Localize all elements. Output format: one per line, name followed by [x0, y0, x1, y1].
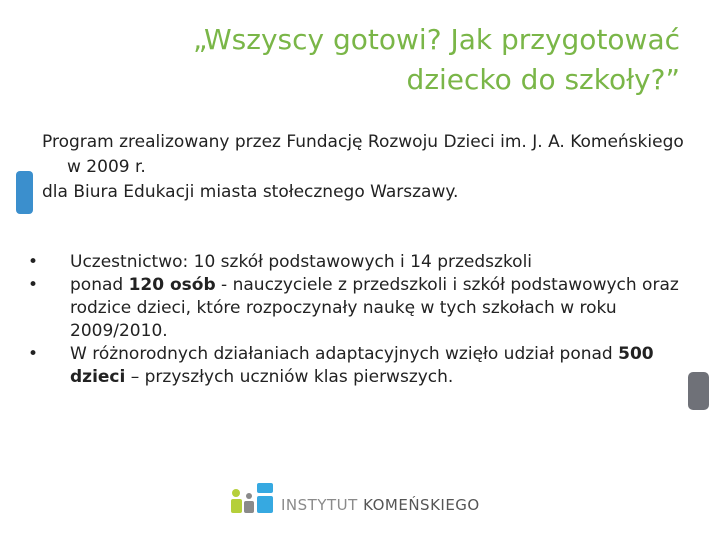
bullet-item-children — [28, 343, 688, 389]
bullet-highlight: 500 dzieci — [70, 344, 654, 387]
logo-mark-icon — [229, 483, 273, 513]
bullet-item-adults — [28, 274, 688, 343]
logo-text — [281, 496, 480, 514]
bullet-dot: • — [28, 275, 39, 295]
bullet-highlight: 120 osób — [128, 275, 216, 295]
bullet-list — [28, 251, 688, 389]
slide-title — [80, 20, 680, 100]
slide-title-line-2: dziecko do szkoły?” — [406, 63, 680, 96]
slide-title-line-1: „Wszyscy gotowi? Jak przygotować — [192, 23, 680, 56]
bullet-suffix: – przyszłych uczniów klas pierwszych. — [125, 367, 454, 387]
logo-word-institute: INSTYTUT — [281, 496, 358, 514]
bullet-suffix: - nauczyciele z przedszkoli i szkół podstawowych oraz rodzice dzieci, które rozpoczynały naukę w tych szkołach w roku 2009/2010. — [70, 275, 679, 341]
bullet-dot: • — [28, 252, 39, 272]
bullet-item-participation — [28, 251, 688, 274]
decorative-blue-bar — [16, 171, 33, 214]
bullet-prefix: ponad — [70, 275, 129, 295]
bullet-dot: • — [28, 344, 39, 364]
institute-logo — [229, 483, 509, 513]
bullet-text: Uczestnictwo: 10 szkół podstawowych i 14 przedszkoli — [70, 252, 533, 272]
bullet-prefix: W różnorodnych działaniach adaptacyjnych wzięło udział ponad — [70, 344, 619, 364]
intro-paragraph — [42, 130, 692, 205]
intro-line-2: dla Biura Edukacji miasta stołecznego Warszawy. — [42, 182, 459, 202]
intro-line-1: Program zrealizowany przez Fundację Rozwoju Dzieci im. J. A. Komeńskiego w 2009 r. — [42, 132, 684, 177]
logo-word-komenskiego: KOMEŃSKIEGO — [363, 496, 480, 514]
decorative-gray-bar — [688, 372, 709, 410]
